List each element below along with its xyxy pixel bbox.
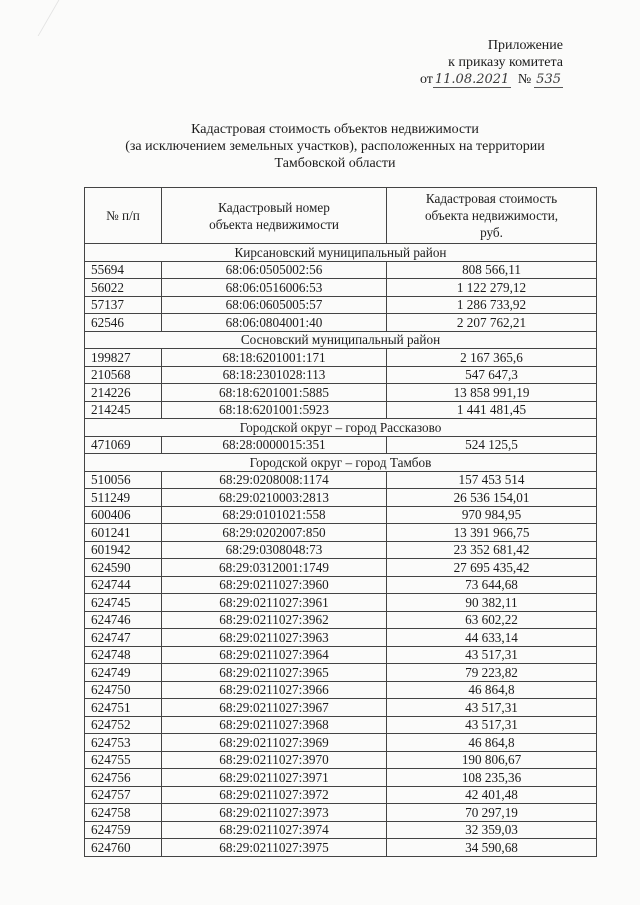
table-row (85, 541, 597, 559)
table-row (85, 349, 597, 367)
row-number: 624758 (85, 804, 162, 822)
row-number: 199827 (85, 349, 162, 367)
table-row (85, 716, 597, 734)
cadastral-value: 44 633,14 (387, 629, 597, 647)
header-cadastral-line-2: объекта недвижимости (209, 216, 339, 232)
cadastral-number: 68:29:0211027:3962 (162, 611, 387, 629)
cadastral-number: 68:18:6201001:5923 (162, 401, 387, 419)
section-row (85, 244, 597, 262)
header-cadastral-line-1: Кадастровый номер (218, 199, 330, 215)
cadastral-value: 63 602,22 (387, 611, 597, 629)
cadastral-value: 90 382,11 (387, 594, 597, 612)
cadastral-value: 13 391 966,75 (387, 524, 597, 542)
cadastral-number: 68:06:0505002:56 (162, 261, 387, 279)
row-number: 511249 (85, 489, 162, 507)
row-number: 57137 (85, 296, 162, 314)
row-number: 624757 (85, 786, 162, 804)
row-number: 210568 (85, 366, 162, 384)
row-number: 624745 (85, 594, 162, 612)
scan-corner-mark (0, 0, 59, 36)
header-number (85, 188, 162, 244)
cadastral-number: 68:29:0211027:3964 (162, 646, 387, 664)
section-title: Кирсановский муниципальный район (85, 244, 597, 262)
cadastral-number: 68:29:0308048:73 (162, 541, 387, 559)
table-row (85, 594, 597, 612)
title-line-1: Кадастровая стоимость объектов недвижимости (191, 122, 479, 137)
cadastral-number: 68:29:0211027:3963 (162, 629, 387, 647)
cadastral-value: 547 647,3 (387, 366, 597, 384)
row-number: 624590 (85, 559, 162, 577)
header-cadastral-number (162, 188, 387, 244)
cadastral-number: 68:29:0211027:3967 (162, 699, 387, 717)
cadastral-number: 68:29:0211027:3965 (162, 664, 387, 682)
cadastral-number: 68:29:0211027:3970 (162, 751, 387, 769)
header-cadastral-value (387, 188, 597, 244)
cadastral-value-table (84, 187, 597, 857)
table-row (85, 734, 597, 752)
table-row (85, 279, 597, 297)
row-number: 601241 (85, 524, 162, 542)
cadastral-value: 43 517,31 (387, 646, 597, 664)
row-number: 624755 (85, 751, 162, 769)
row-number: 624756 (85, 769, 162, 787)
section-title: Городской округ – город Рассказово (85, 419, 597, 437)
table-row (85, 401, 597, 419)
row-number: 624746 (85, 611, 162, 629)
cadastral-number: 68:29:0211027:3973 (162, 804, 387, 822)
row-number: 624748 (85, 646, 162, 664)
cadastral-value: 46 864,8 (387, 681, 597, 699)
cadastral-value: 13 858 991,19 (387, 384, 597, 402)
row-number: 510056 (85, 471, 162, 489)
table-header-row (85, 188, 597, 244)
cadastral-value: 79 223,82 (387, 664, 597, 682)
cadastral-value: 970 984,95 (387, 506, 597, 524)
header-value-line-2: объекта недвижимости, (424, 208, 559, 223)
cadastral-number: 68:29:0208008:1174 (162, 471, 387, 489)
table-body (85, 244, 597, 857)
row-number: 624747 (85, 629, 162, 647)
cadastral-value: 46 864,8 (387, 734, 597, 752)
cadastral-number: 68:29:0211027:3961 (162, 594, 387, 612)
table-row (85, 629, 597, 647)
cadastral-number: 68:29:0211027:3972 (162, 786, 387, 804)
table-row (85, 366, 597, 384)
cadastral-number: 68:29:0210003:2813 (162, 489, 387, 507)
cadastral-value: 1 441 481,45 (387, 401, 597, 419)
table-row (85, 646, 597, 664)
table-row (85, 261, 597, 279)
title-line-2: (за исключением земельных участков), расположенных на территории (125, 139, 545, 154)
cadastral-number: 68:29:0211027:3968 (162, 716, 387, 734)
table-row (85, 506, 597, 524)
cadastral-value: 43 517,31 (387, 716, 597, 734)
row-number: 471069 (85, 436, 162, 454)
cadastral-number: 68:29:0211027:3971 (162, 769, 387, 787)
row-number: 214226 (85, 384, 162, 402)
table-row (85, 786, 597, 804)
cadastral-number: 68:18:6201001:5885 (162, 384, 387, 402)
cadastral-number: 68:29:0211027:3974 (162, 821, 387, 839)
row-number: 624744 (85, 576, 162, 594)
cadastral-value: 157 453 514 (387, 471, 597, 489)
cadastral-value: 1 286 733,92 (387, 296, 597, 314)
cadastral-number: 68:29:0211027:3975 (162, 839, 387, 857)
table-row (85, 699, 597, 717)
table-row (85, 664, 597, 682)
order-date: 11.08.2021 (434, 72, 510, 87)
cadastral-number: 68:18:6201001:171 (162, 349, 387, 367)
cadastral-value: 27 695 435,42 (387, 559, 597, 577)
title-line-3: Тамбовской области (274, 156, 396, 171)
table-row (85, 296, 597, 314)
order-line (420, 71, 563, 88)
table-row (85, 559, 597, 577)
annex-order-ref: к приказу комитета (448, 55, 563, 70)
section-row (85, 419, 597, 437)
row-number: 600406 (85, 506, 162, 524)
table-row (85, 839, 597, 857)
section-row (85, 331, 597, 349)
cadastral-value: 1 122 279,12 (387, 279, 597, 297)
section-row (85, 454, 597, 472)
cadastral-value: 2 207 762,21 (387, 314, 597, 332)
document-title (90, 121, 580, 172)
cadastral-number: 68:29:0211027:3960 (162, 576, 387, 594)
cadastral-number: 68:29:0312001:1749 (162, 559, 387, 577)
cadastral-value: 73 644,68 (387, 576, 597, 594)
cadastral-number: 68:18:2301028:113 (162, 366, 387, 384)
cadastral-number: 68:29:0101021:558 (162, 506, 387, 524)
cadastral-number: 68:29:0211027:3969 (162, 734, 387, 752)
table-row (85, 821, 597, 839)
cadastral-number: 68:28:0000015:351 (162, 436, 387, 454)
row-number: 214245 (85, 401, 162, 419)
table-row (85, 314, 597, 332)
table-row (85, 471, 597, 489)
row-number: 62546 (85, 314, 162, 332)
cadastral-value: 2 167 365,6 (387, 349, 597, 367)
row-number: 56022 (85, 279, 162, 297)
annex-title: Приложение (487, 38, 563, 53)
header-value-line-1: Кадастровая стоимость (425, 191, 558, 206)
row-number: 55694 (85, 261, 162, 279)
cadastral-value: 70 297,19 (387, 804, 597, 822)
row-number: 624749 (85, 664, 162, 682)
cadastral-number: 68:29:0202007:850 (162, 524, 387, 542)
table-row (85, 804, 597, 822)
cadastral-value: 42 401,48 (387, 786, 597, 804)
row-number: 624753 (85, 734, 162, 752)
annex-block (420, 37, 563, 88)
row-number: 624752 (85, 716, 162, 734)
cadastral-number: 68:29:0211027:3966 (162, 681, 387, 699)
header-value-line-3: руб. (480, 225, 503, 240)
table-row (85, 611, 597, 629)
table-row (85, 681, 597, 699)
order-number-sign: № (517, 72, 532, 87)
section-title: Городской округ – город Тамбов (85, 454, 597, 472)
row-number: 601942 (85, 541, 162, 559)
row-number: 624750 (85, 681, 162, 699)
table-row (85, 384, 597, 402)
cadastral-value: 524 125,5 (387, 436, 597, 454)
order-number: 535 (536, 72, 561, 87)
table-row (85, 524, 597, 542)
row-number: 624760 (85, 839, 162, 857)
cadastral-value: 26 536 154,01 (387, 489, 597, 507)
cadastral-value: 108 235,36 (387, 769, 597, 787)
table-row (85, 576, 597, 594)
cadastral-value: 32 359,03 (387, 821, 597, 839)
cadastral-value: 190 806,67 (387, 751, 597, 769)
order-prefix: от (419, 72, 433, 87)
cadastral-number: 68:06:0516006:53 (162, 279, 387, 297)
cadastral-number: 68:06:0605005:57 (162, 296, 387, 314)
row-number: 624759 (85, 821, 162, 839)
header-number-text: № п/п (106, 208, 140, 223)
cadastral-value: 43 517,31 (387, 699, 597, 717)
cadastral-value: 23 352 681,42 (387, 541, 597, 559)
table-row (85, 436, 597, 454)
table-row (85, 769, 597, 787)
table-row (85, 751, 597, 769)
cadastral-value: 34 590,68 (387, 839, 597, 857)
row-number: 624751 (85, 699, 162, 717)
cadastral-value: 808 566,11 (387, 261, 597, 279)
section-title: Сосновский муниципальный район (85, 331, 597, 349)
cadastral-number: 68:06:0804001:40 (162, 314, 387, 332)
table-row (85, 489, 597, 507)
